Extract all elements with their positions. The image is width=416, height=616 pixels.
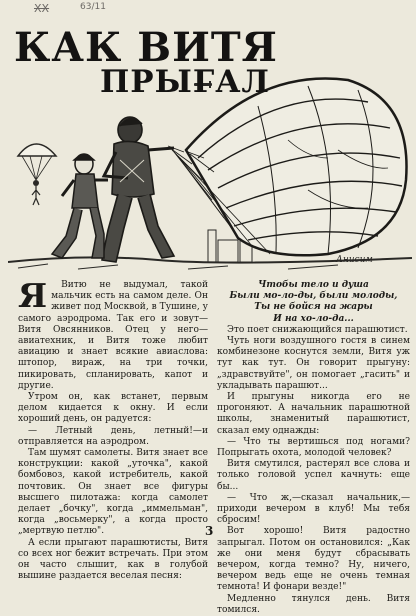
parachute-canopy (186, 78, 407, 255)
paragraph: А если прыгают парашютисты, Витя со всех ног бежит встречать. При этом он часто слышит, как в голубой вышине раздается веселая песня: (18, 537, 208, 582)
paragraph: Утром он, как встанет, первым делом кидается к окну. И если хороший день, он радуется: (18, 392, 208, 425)
drop-cap: Я (18, 276, 48, 315)
text-column-right (217, 280, 410, 616)
paragraph: Там шумят самолеты. Витя знает все конструкции: какой „уточка", какой бомбовоз, какой истребитель, какой почтовик. Он знает все фигуры высшего пилотажа: когда самолет делает „бочку", когда „иммельман", когда „восьмерку", а когда просто „мертвую петлю". (18, 448, 208, 537)
boy-figure (52, 154, 108, 258)
paragraph: Витя смутился, растерял все слова и только головой успел качнуть: еще бы... (217, 459, 410, 492)
paragraph: — Что ты вертишься под ногами? Попрыгать охота, молодой человек? (217, 436, 410, 459)
paragraph: — Летный день, летный!—и отправляется на аэродром. (18, 425, 208, 447)
paragraph: — Что ж,—сказал начальник,—приходи вечером в клуб! Мы тебя сбросим! (217, 492, 410, 526)
illustration-signature: Анисим (336, 255, 373, 265)
parachutist-figure (102, 117, 174, 262)
paragraph: Я Витю не выдумал, такой мальчик есть на самом деле. Он живет под Москвой, в Тушине, у самого аэродрома. Так его и зовут—Витя Овсянников. Отец у него—авиатехник, и Витя тоже любит авиацию и знает всякие авиаслова: штопор, вираж, на три точки, пикировать, спланировать, капот и другие. (18, 280, 208, 392)
paragraph: И прыгуны никогда его не прогоняют. А начальник парашютной школы, знаменитый парашютист, сказал ему однажды: (217, 392, 410, 436)
poem-line: Были мо-ло-ды, были молоды, (229, 291, 398, 302)
title-line-1: КАК ВИТЯ (14, 24, 278, 71)
paragraph: Вот хорошо! Витя радостно запрыгал. Потом он остановился: „Как же они меня будут сбрасывать вечером, когда темно? Ну, ничего, вечером ведь еще не очень темная темнота! И фонари везде!" (217, 526, 410, 593)
paragraph: Медленно тянулся день. Витя томился. (217, 593, 410, 615)
small-parachute-icon (18, 144, 56, 205)
poem-line: Ты не бойся на жары (254, 302, 373, 313)
handwritten-number: 63/11 (80, 2, 106, 12)
text-column-left (18, 276, 208, 582)
paragraph: Это поет снижающийся парашютист. (227, 324, 408, 335)
title-line-2: ПРЫГАЛ (100, 64, 270, 100)
poem-line: Чтобы тело и душа (258, 280, 369, 290)
poem-line: И на хо-ло-да... (273, 313, 354, 324)
page-number: 3 (205, 524, 214, 538)
paragraph: Чуть ноги воздушного гостя в синем комбинезоне коснутся земли, Витя уж тут как тут. Он говорит прыгуну: „здравствуйте", он помогает „гасить" и укладывать парашют... (217, 336, 410, 391)
handwritten-mark: XX (34, 2, 50, 15)
